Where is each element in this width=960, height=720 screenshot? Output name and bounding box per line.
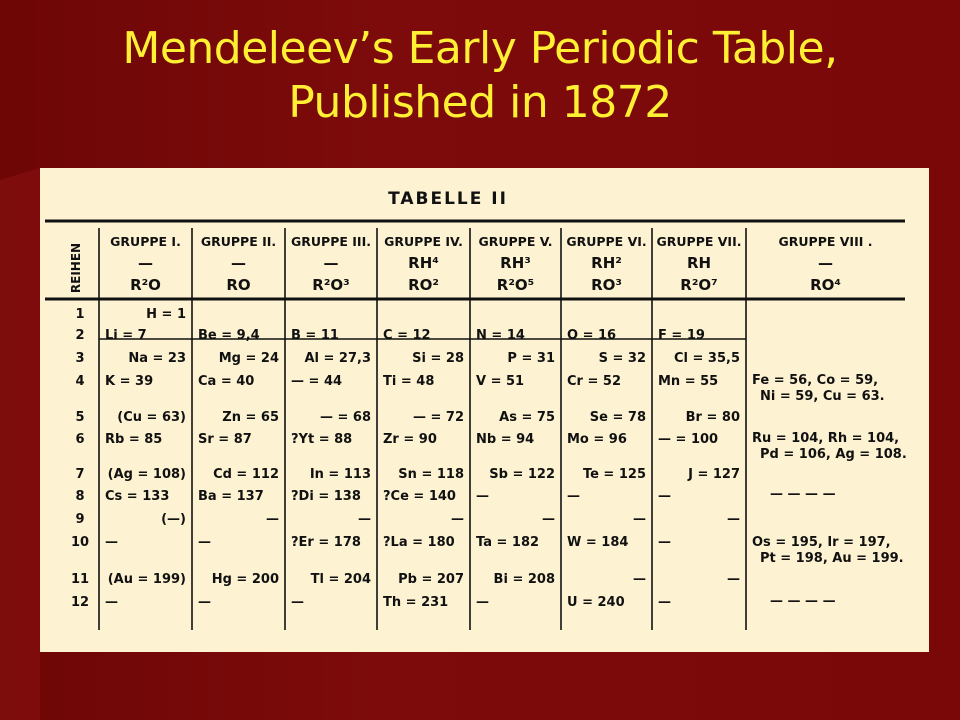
element-cell: —	[266, 512, 279, 527]
element-cell: ?Di = 138	[291, 489, 361, 504]
group-name: GRUPPE II.	[200, 234, 277, 249]
element-cell: Na = 23	[128, 351, 186, 366]
row-number: 1	[75, 307, 85, 322]
element-cell: In = 113	[309, 467, 371, 482]
element-cell: Cl = 35,5	[673, 351, 740, 366]
element-cell: Mo = 96	[567, 432, 627, 447]
element-cell: —	[451, 512, 464, 527]
element-cell: Sb = 122	[489, 467, 555, 482]
element-cell: U = 240	[567, 595, 625, 610]
group-eight-entry: Pt = 198, Au = 199.	[760, 551, 904, 566]
row-number: 10	[70, 535, 90, 550]
row-number: 2	[75, 328, 85, 343]
element-cell: —	[105, 535, 118, 550]
table-caption: TABELLE II	[388, 189, 508, 209]
group-oxide: RO	[226, 276, 251, 294]
element-cell: Hg = 200	[211, 572, 279, 587]
group-headers	[110, 234, 872, 294]
group-name: GRUPPE VIII .	[778, 234, 873, 249]
row-number: 7	[75, 467, 85, 482]
group-eight-cells	[752, 373, 907, 609]
element-cell: P = 31	[507, 351, 555, 366]
group-oxide: RO³	[591, 276, 622, 294]
element-cell: —	[658, 595, 671, 610]
element-cell: —	[727, 512, 740, 527]
element-cells	[105, 307, 740, 610]
element-cell: Cr = 52	[567, 374, 621, 389]
element-cell: C = 12	[383, 328, 431, 343]
element-cell: Th = 231	[383, 595, 449, 610]
element-cell: Mn = 55	[658, 374, 719, 389]
group-oxide: R²O⁵	[496, 276, 535, 294]
element-cell: Ba = 137	[198, 489, 264, 504]
element-cell: As = 75	[499, 410, 555, 425]
row-number: 3	[75, 351, 85, 366]
element-cell: Se = 78	[589, 410, 646, 425]
group-name: GRUPPE VI.	[566, 234, 647, 249]
element-cell: —	[727, 572, 740, 587]
element-cell: H = 1	[146, 307, 186, 322]
element-cell: —	[633, 512, 646, 527]
group-oxide: R²O⁷	[680, 276, 718, 294]
element-cell: (Au = 199)	[107, 572, 186, 587]
element-cell: Bi = 208	[493, 572, 555, 587]
element-cell: Li = 7	[105, 328, 147, 343]
group-name: GRUPPE V.	[478, 234, 553, 249]
element-cell: O = 16	[567, 328, 617, 343]
group-hydride: —	[818, 254, 833, 272]
element-cell: (—)	[161, 512, 186, 527]
element-cell: Nb = 94	[476, 432, 535, 447]
element-cell: (Cu = 63)	[117, 410, 186, 425]
element-cell: — = 72	[412, 410, 464, 425]
row-number: 11	[70, 572, 90, 587]
element-cell: —	[567, 489, 580, 504]
element-cell: Ta = 182	[476, 535, 540, 550]
element-cell: —	[105, 595, 118, 610]
element-cell: Sn = 118	[398, 467, 464, 482]
element-cell: Si = 28	[412, 351, 464, 366]
row-numbers	[71, 307, 89, 610]
group-hydride: RH⁴	[408, 254, 439, 272]
element-cell: —	[476, 489, 489, 504]
element-cell: Al = 27,3	[304, 351, 371, 366]
element-cell: ?La = 180	[383, 535, 455, 550]
row-number: 4	[75, 374, 85, 389]
group-eight-entry: Pd = 106, Ag = 108.	[760, 447, 907, 462]
element-cell: — = 44	[291, 374, 343, 389]
element-cell: W = 184	[567, 535, 629, 550]
element-cell: Be = 9,4	[198, 328, 260, 343]
row-number: 9	[75, 512, 85, 527]
group-name: GRUPPE VII.	[656, 234, 742, 249]
element-cell: ?Yt = 88	[291, 432, 353, 447]
element-cell: V = 51	[476, 374, 525, 389]
group-hydride: —	[231, 254, 246, 272]
element-cell: Sr = 87	[198, 432, 252, 447]
element-cell: Cd = 112	[213, 467, 279, 482]
periodic-table-svg	[40, 168, 929, 652]
title-line-2: Published in 1872	[288, 77, 672, 128]
element-cell: Tl = 204	[310, 572, 371, 587]
element-cell: — = 68	[319, 410, 371, 425]
element-cell: Rb = 85	[105, 432, 163, 447]
element-cell: J = 127	[688, 467, 740, 482]
group-hydride: RH	[686, 254, 712, 272]
element-cell: Mg = 24	[218, 351, 279, 366]
element-cell: — = 100	[658, 432, 719, 447]
element-cell: K = 39	[105, 374, 154, 389]
group-eight-entry: — — — —	[770, 594, 836, 609]
element-cell: —	[658, 535, 671, 550]
element-cell: Pb = 207	[398, 572, 464, 587]
element-cell: —	[476, 595, 489, 610]
row-number: 6	[75, 432, 85, 447]
element-cell: (Ag = 108)	[107, 467, 186, 482]
table-rules	[45, 221, 905, 630]
group-oxide: RO⁴	[810, 276, 841, 294]
element-cell: B = 11	[291, 328, 339, 343]
group-name: GRUPPE I.	[110, 234, 181, 249]
periodic-table-scan	[40, 168, 929, 652]
element-cell: S = 32	[598, 351, 646, 366]
element-cell: ?Ce = 140	[383, 489, 456, 504]
group-hydride: RH²	[591, 254, 622, 272]
group-hydride: —	[323, 254, 339, 272]
row-number: 5	[75, 410, 85, 425]
element-cell: —	[633, 572, 646, 587]
group-name: GRUPPE III.	[291, 234, 371, 249]
element-cell: Br = 80	[685, 410, 740, 425]
group-name: GRUPPE IV.	[384, 234, 463, 249]
group-hydride: RH³	[500, 254, 531, 272]
row-number: 8	[75, 489, 85, 504]
element-cell: —	[658, 489, 671, 504]
element-cell: F = 19	[658, 328, 705, 343]
row-number: 12	[70, 595, 90, 610]
element-cell: ?Er = 178	[291, 535, 361, 550]
group-eight-entry: — — — —	[770, 487, 836, 502]
slide-title	[0, 22, 960, 130]
title-line-1: Mendeleev’s Early Periodic Table,	[122, 23, 838, 74]
element-cell: —	[198, 595, 211, 610]
group-eight-entry: Fe = 56, Co = 59,	[752, 373, 879, 388]
group-eight-entry: Ni = 59, Cu = 63.	[760, 389, 885, 404]
group-eight-entry: Ru = 104, Rh = 104,	[752, 431, 900, 446]
element-cell: Ca = 40	[198, 374, 255, 389]
group-eight-entry: Os = 195, Ir = 197,	[752, 535, 891, 550]
row-header-reihen: REIHEN	[69, 242, 83, 294]
group-oxide: RO²	[408, 276, 439, 294]
element-cell: —	[198, 535, 211, 550]
group-hydride: —	[138, 254, 153, 272]
element-cell: Zn = 65	[222, 410, 279, 425]
element-cell: —	[291, 595, 304, 610]
group-oxide: R²O³	[312, 276, 350, 294]
group-oxide: R²O	[130, 276, 161, 294]
element-cell: Te = 125	[582, 467, 646, 482]
element-cell: Ti = 48	[383, 374, 435, 389]
element-cell: Cs = 133	[105, 489, 170, 504]
element-cell: Zr = 90	[383, 432, 437, 447]
element-cell: —	[542, 512, 555, 527]
element-cell: N = 14	[476, 328, 525, 343]
element-cell: —	[358, 512, 371, 527]
